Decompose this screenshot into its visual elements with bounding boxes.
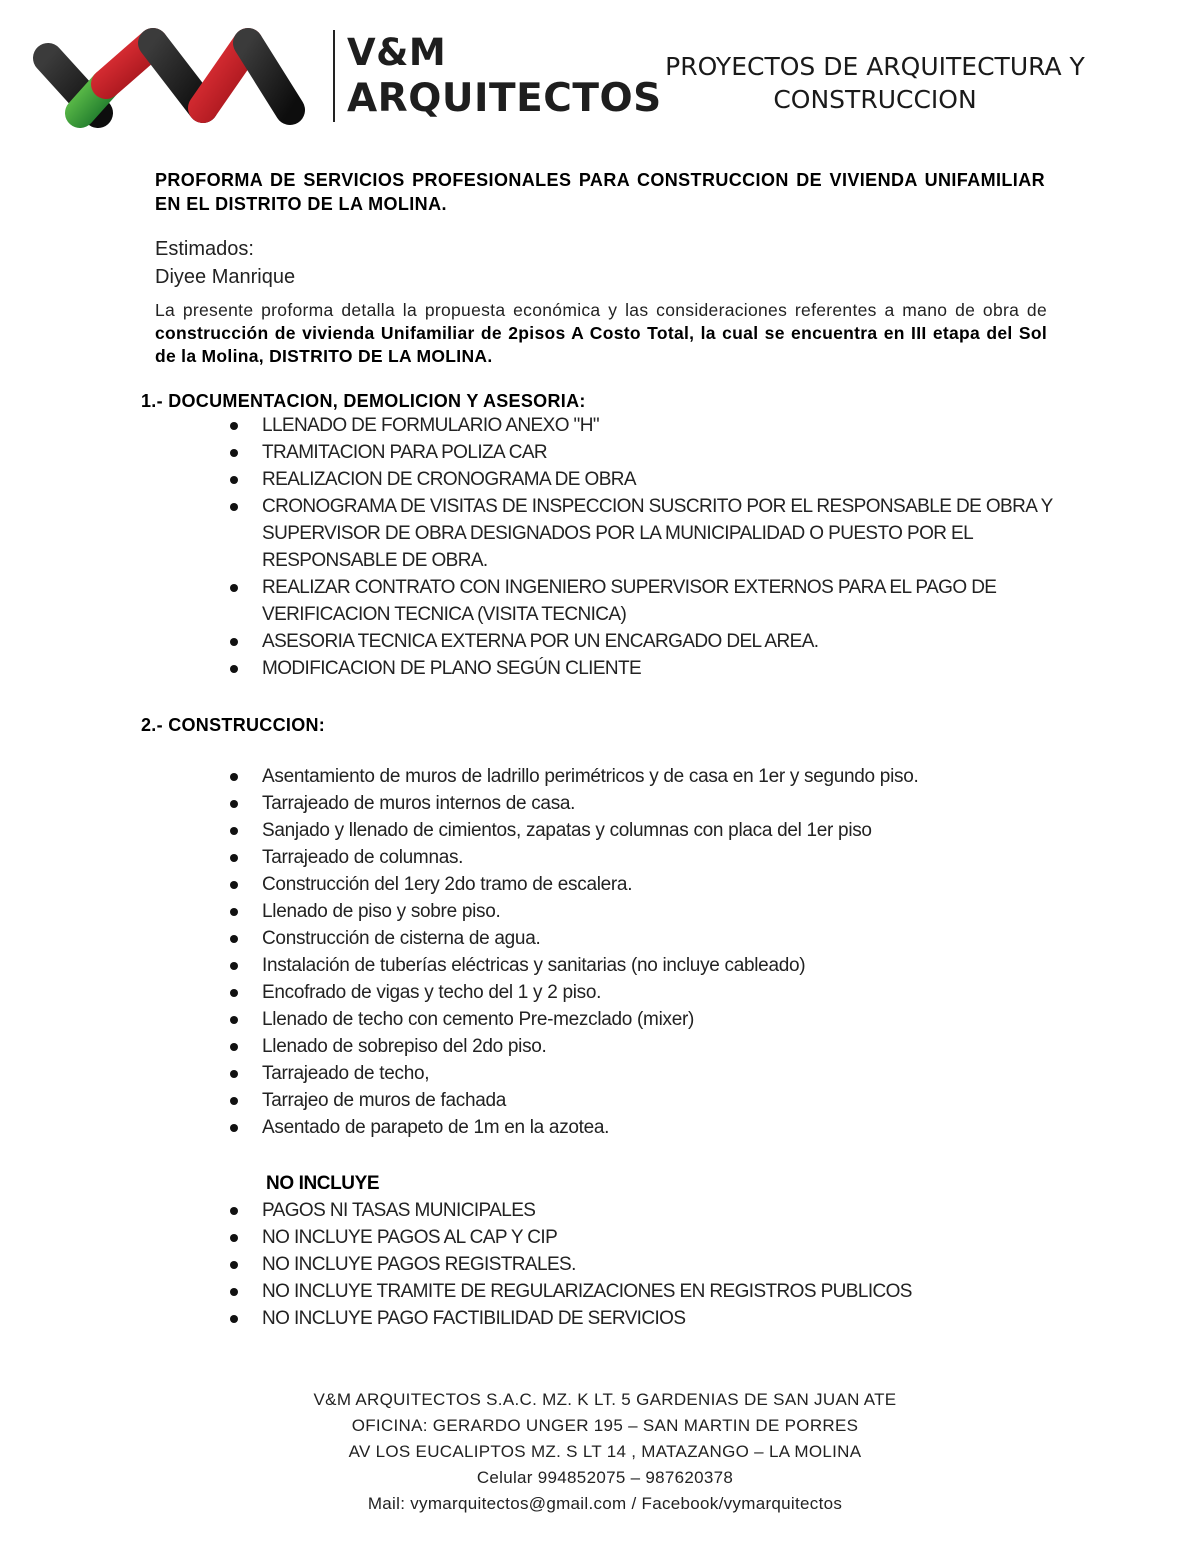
list-item: Asentado de parapeto de 1m en la azotea.	[262, 1114, 1102, 1141]
footer-phone: Celular 994852075 – 987620378	[476, 1468, 734, 1487]
list-item: NO INCLUYE PAGOS AL CAP Y CIP	[262, 1224, 1102, 1251]
intro-text: La presente proforma detalla la propuesta económica y las consideraciones referentes a mano de obra de	[155, 300, 1047, 320]
list-item: Instalación de tuberías eléctricas y sanitarias (no incluye cableado)	[262, 952, 1102, 979]
tagline-line-1: PROYECTOS DE ARQUITECTURA Y	[665, 52, 1085, 81]
list-item: Sanjado y llenado de cimientos, zapatas y columnas con placa del 1er piso	[262, 817, 1102, 844]
construccion-list	[262, 763, 1102, 1141]
list-item: Construcción del 1ery 2do tramo de escalera.	[262, 871, 1102, 898]
documentacion-list	[262, 412, 1102, 682]
company-tagline	[640, 50, 1110, 116]
list-item: Llenado de piso y sobre piso.	[262, 898, 1102, 925]
brand-line-2: ARQUITECTOS	[347, 76, 662, 121]
list-item: REALIZACION DE CRONOGRAMA DE OBRA	[262, 466, 1102, 493]
list-item: Llenado de sobrepiso del 2do piso.	[262, 1033, 1102, 1060]
intro-paragraph	[155, 299, 1047, 368]
list-item: REALIZAR CONTRATO CON INGENIERO SUPERVISOR EXTERNOS PARA EL PAGO DE VERIFICACION TECNICA (VISITA TECNICA)	[262, 574, 1102, 628]
section-title-construccion: 2.- CONSTRUCCION:	[141, 715, 326, 735]
logo-divider	[333, 30, 335, 122]
footer-office: OFICINA: GERARDO UNGER 195 – SAN MARTIN DE PORRES	[351, 1416, 859, 1435]
company-logo	[18, 18, 308, 128]
list-item: TRAMITACION PARA POLIZA CAR	[262, 439, 1102, 466]
list-item: PAGOS NI TASAS MUNICIPALES	[262, 1197, 1102, 1224]
list-item: ASESORIA TECNICA EXTERNA POR UN ENCARGADO DEL AREA.	[262, 628, 1102, 655]
footer-email: Mail: vymarquitectos@gmail.com / Facebook/vymarquitectos	[367, 1494, 843, 1513]
brand-name	[347, 31, 662, 121]
list-item: CRONOGRAMA DE VISITAS DE INSPECCION SUSCRITO POR EL RESPONSABLE DE OBRA Y SUPERVISOR DE OBRA DESIGNADOS POR LA MUNICIPALIDAD O PUESTO POR EL RESPONSABLE DE OBRA.	[262, 493, 1102, 574]
list-item: Tarrajeado de muros internos de casa.	[262, 790, 1102, 817]
greeting: Estimados:	[155, 238, 254, 260]
tagline-line-2: CONSTRUCCION	[773, 85, 977, 114]
list-item: Asentamiento de muros de ladrillo perimétricos y de casa en 1er y segundo piso.	[262, 763, 1102, 790]
letterhead	[0, 0, 1200, 140]
list-item: LLENADO DE FORMULARIO ANEXO "H"	[262, 412, 1102, 439]
greeting-block	[155, 235, 295, 291]
footer-company-address: V&M ARQUITECTOS S.A.C. MZ. K LT. 5 GARDENIAS DE SAN JUAN ATE	[313, 1390, 897, 1409]
intro-bold-text: construcción de vivienda Unifamiliar de 2pisos A Costo Total, la cual se encuentra en III etapa del Sol de la Molina, DISTRITO DE LA MOLINA.	[155, 323, 1047, 366]
recipient-name: Diyee Manrique	[155, 266, 296, 288]
footer-contact	[200, 1387, 1010, 1517]
list-item: NO INCLUYE TRAMITE DE REGULARIZACIONES EN REGISTROS PUBLICOS	[262, 1278, 1102, 1305]
footer-address: AV LOS EUCALIPTOS MZ. S LT 14 , MATAZANGO – LA MOLINA	[348, 1442, 862, 1461]
list-item: Tarrajeo de muros de fachada	[262, 1087, 1102, 1114]
list-item: Construcción de cisterna de agua.	[262, 925, 1102, 952]
no-incluye-title: NO INCLUYE	[266, 1173, 380, 1194]
list-item: NO INCLUYE PAGO FACTIBILIDAD DE SERVICIOS	[262, 1305, 1102, 1332]
list-item: Encofrado de vigas y techo del 1 y 2 piso.	[262, 979, 1102, 1006]
document-title: PROFORMA DE SERVICIOS PROFESIONALES PARA CONSTRUCCION DE VIVIENDA UNIFAMILIAR EN EL DISTRITO DE LA MOLINA.	[155, 170, 1045, 214]
no-incluye-list	[262, 1197, 1102, 1332]
list-item: Tarrajeado de techo,	[262, 1060, 1102, 1087]
section-title-documentacion: 1.- DOCUMENTACION, DEMOLICION Y ASESORIA:	[141, 391, 586, 411]
brand-line-1: V&M	[347, 31, 447, 74]
list-item: Tarrajeado de columnas.	[262, 844, 1102, 871]
list-item: NO INCLUYE PAGOS REGISTRALES.	[262, 1251, 1102, 1278]
list-item: Llenado de techo con cemento Pre-mezclado (mixer)	[262, 1006, 1102, 1033]
list-item: MODIFICACION DE PLANO SEGÚN CLIENTE	[262, 655, 1102, 682]
